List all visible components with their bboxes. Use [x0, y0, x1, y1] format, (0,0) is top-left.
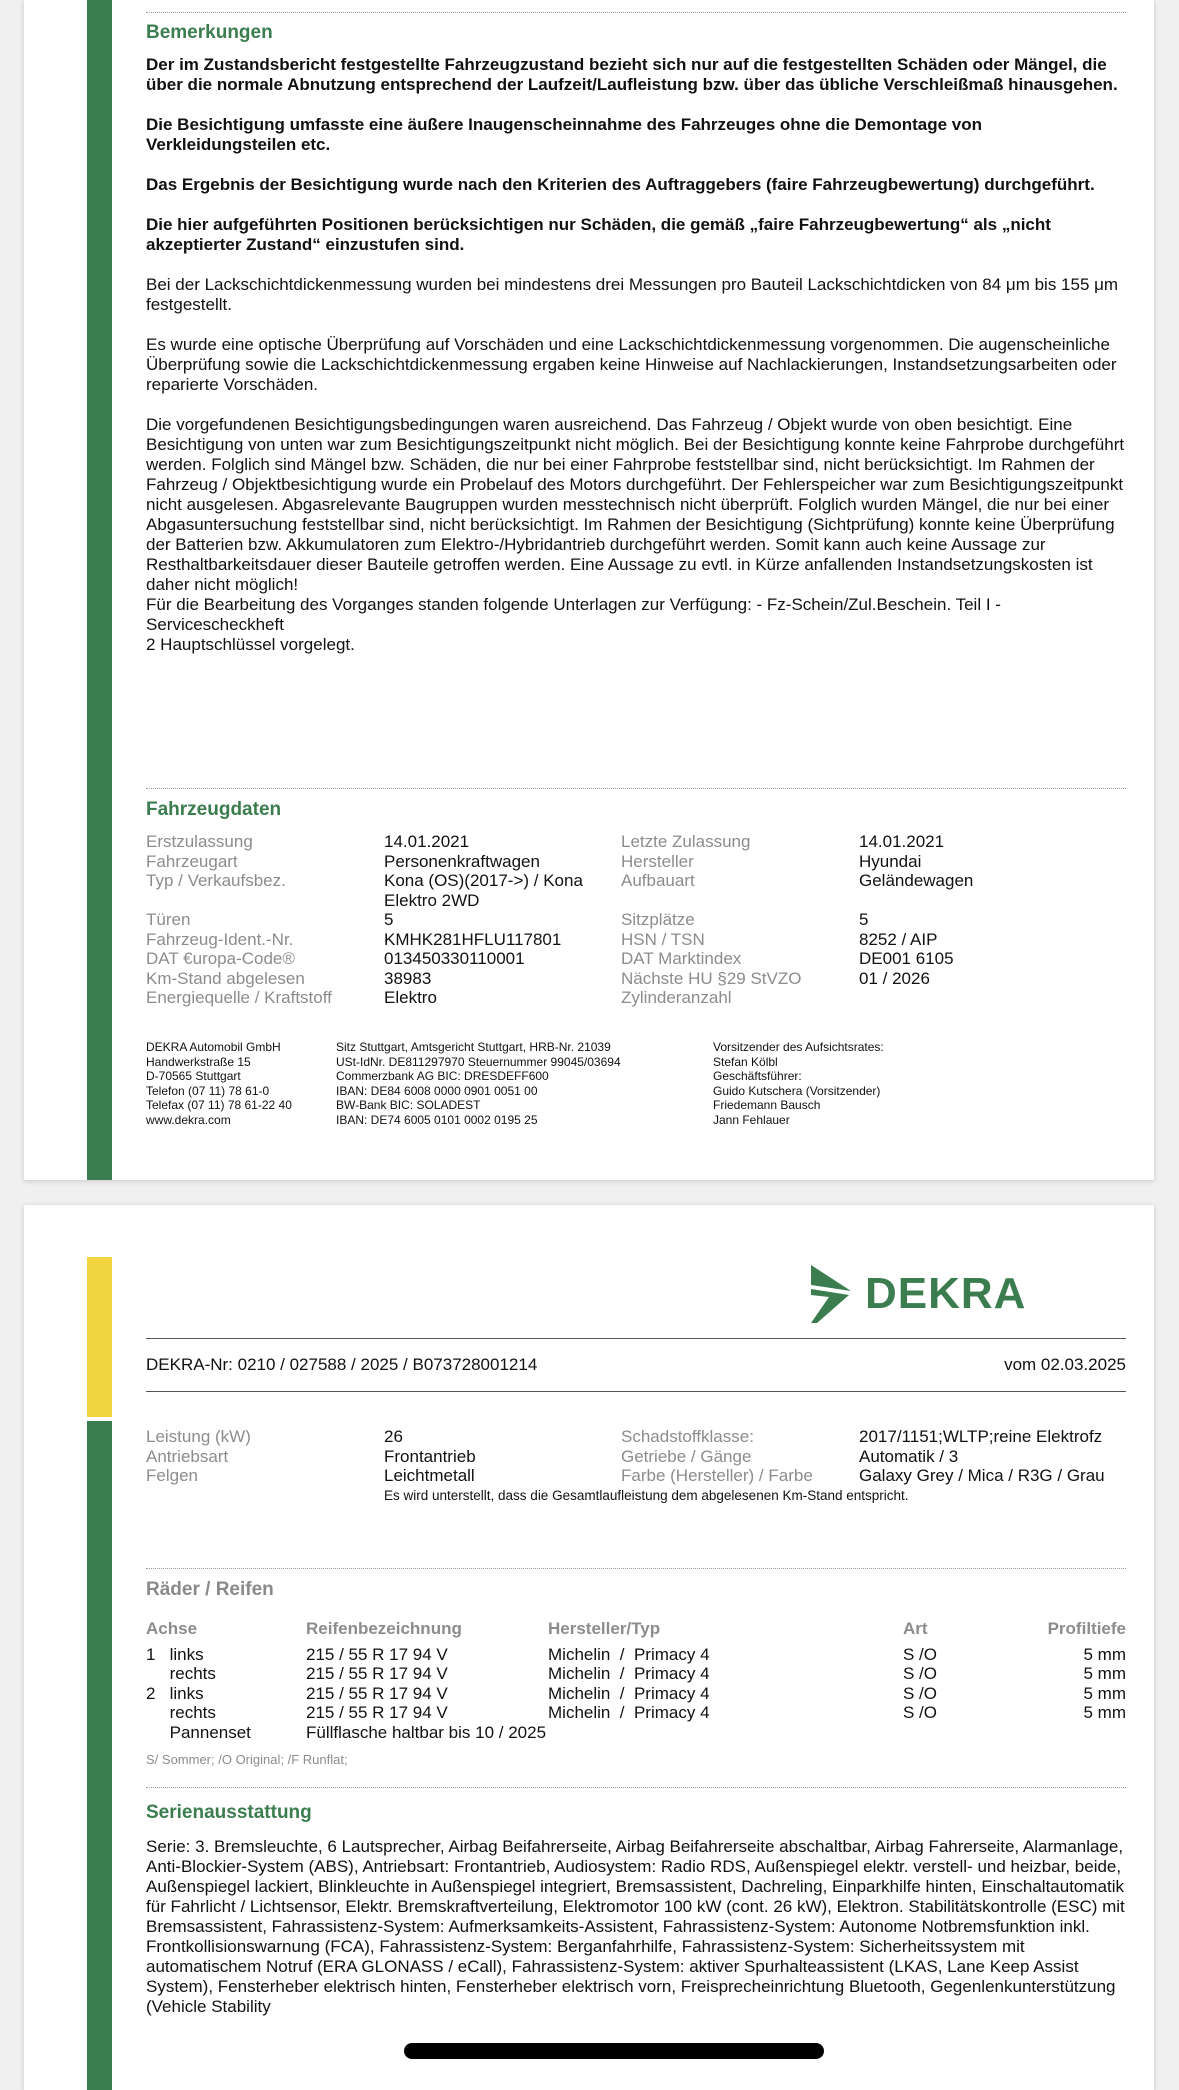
divider: [146, 788, 1126, 789]
field-label: Farbe (Hersteller) / Farbe: [621, 1466, 813, 1485]
footer-line: Vorsitzender des Aufsichtsrates:: [713, 1040, 884, 1054]
footer-line: Jann Fehlauer: [713, 1112, 790, 1127]
field-label: Antriebsart: [146, 1446, 229, 1466]
field-label: Schadstoffklasse:: [621, 1427, 754, 1446]
footer-line: D-70565 Stuttgart: [146, 1069, 241, 1083]
remark-bold-2: Die Besichtigung umfasste eine äußere Inaugenscheinnahme des Fahrzeuges ohne die Demontage von Verkleidungsteilen etc.: [146, 115, 983, 154]
table-cell: 2 links: [146, 1683, 204, 1703]
tires-legend: S/ Sommer; /O Original; /F Runflat;: [146, 1752, 348, 1767]
field-label: Fahrzeug-Ident.-Nr.: [146, 929, 294, 949]
vehicle-data-table: [146, 832, 1126, 1008]
field-value: Leichtmetall: [384, 1466, 475, 1485]
footer-line: Stefan Kölbl: [713, 1054, 778, 1069]
mileage-note: Es wird unterstellt, dass die Gesamtlaufleistung dem abgelesenen Km-Stand entspricht.: [384, 1487, 909, 1503]
field-label: Letzte Zulassung: [621, 832, 751, 851]
remark-inspection-conditions: Die vorgefundenen Besichtigungsbedingungen waren ausreichend. Das Fahrzeug / Objekt wurde von oben besichtigt. Eine Besichtigung von unten war zum Besichtigungszeitpunkt nicht möglich. Bei der Besichtigung konnte keine Fahrprobe durchgeführt werden. Folglich sind Mängel bzw. Schäden, die nur bei einer Fahrprobe feststellbar sind, nicht berücksichtigt. Im Rahmen der Fahrzeug / Objektbesichtigung wurde ein Probelauf des Motors durchgeführt. Der Fehlerspeicher war zum Besichtigungszeitpunkt nicht ausgelesen. Abgasrelevante Baugruppen wurden messtechnisch nicht überprüft. Folglich wurden Mängel, die nur bei einer Abgasuntersuchung feststellbar sind, nicht berücksichtigt. Im Rahmen der Besichtigung (Sichtprüfung) konnte keine Überprüfung der Batterien bzw. Akkumulatoren zum Elektro-/Hybridantrieb durchgeführt werden. Somit kann auch keine Aussage zur Resthaltbarkeitsdauer dieser Bauteile getroffen werden. Eine Aussage zu evtl. in Kürze anfallenden Instandsetzungskosten ist daher nicht möglich!: [146, 415, 1125, 594]
footer-line: USt-IdNr. DE811297970 Steuernummer 99045/03694: [336, 1054, 621, 1069]
footer-line: IBAN: DE74 6005 0101 0002 0195 25: [336, 1112, 538, 1127]
remark-bold-4: Die hier aufgeführten Positionen berücksichtigen nur Schäden, die gemäß „faire Fahrzeugbewertung“ als „nicht akzeptierter Zustand“ einzustufen sind.: [146, 215, 1051, 254]
table-cell: 1 links: [146, 1644, 204, 1664]
footer-line: Commerzbank AG BIC: DRESDEFF600: [336, 1069, 549, 1083]
divider: [146, 1391, 1126, 1392]
field-value: Automatik / 3: [859, 1446, 959, 1466]
table-cell: Michelin / Primacy 4: [548, 1703, 710, 1722]
field-label: DAT Marktindex: [621, 949, 742, 968]
table-cell: rechts: [146, 1664, 216, 1683]
divider: [146, 1787, 1126, 1788]
tires-table: [146, 1619, 1126, 1742]
field-label: Felgen: [146, 1466, 198, 1485]
table-row: [146, 1723, 1126, 1743]
dekra-logo: [809, 1265, 1026, 1323]
table-cell: Pannenset: [146, 1722, 251, 1742]
field-value: 5: [384, 910, 394, 929]
divider: [146, 1568, 1126, 1569]
field-value: 5: [859, 910, 869, 929]
table-cell: 5 mm: [1083, 1703, 1126, 1722]
divider: [146, 12, 1126, 13]
field-value: 14.01.2021: [859, 832, 945, 851]
dekra-logo-text: DEKRA: [865, 1269, 1027, 1318]
footer-line: Telefax (07 11) 78 61-22 40: [146, 1098, 292, 1112]
field-value: DE001 6105: [859, 949, 954, 968]
field-label: Fahrzeugart: [146, 851, 238, 871]
field-label: Typ / Verkaufsbez.: [146, 871, 286, 890]
table-row: [146, 1645, 1126, 1665]
equipment-title: Serienausstattung: [146, 1802, 312, 1823]
field-value: 8252 / AIP: [859, 929, 938, 949]
table-row: [146, 1664, 1126, 1684]
dekra-logo-icon: [809, 1265, 853, 1323]
redaction-mark: [404, 2043, 824, 2059]
tires-section: [146, 1568, 1126, 1767]
footer-line: Handwerkstraße 15: [146, 1054, 251, 1069]
equipment-section: [146, 1787, 1126, 2017]
footer-address: [146, 1040, 336, 1127]
field-label: Leistung (kW): [146, 1427, 251, 1446]
field-label: Erstzulassung: [146, 832, 253, 851]
field-value: Galaxy Grey / Mica / R3G / Grau: [859, 1466, 1105, 1485]
field-label: Km-Stand abgelesen: [146, 968, 305, 988]
field-value: Hyundai: [859, 851, 922, 871]
table-cell: 215 / 55 R 17 94 V: [306, 1683, 448, 1703]
field-label: DAT €uropa-Code®: [146, 949, 295, 968]
footer-line: IBAN: DE84 6008 0000 0901 0051 00: [336, 1083, 538, 1098]
page-side-bar: [87, 0, 112, 1180]
table-cell: 215 / 55 R 17 94 V: [306, 1644, 448, 1664]
table-row: [146, 1703, 1126, 1723]
field-label: Energiequelle / Kraftstoff: [146, 988, 332, 1007]
field-value: 14.01.2021: [384, 832, 470, 851]
vehicle-data-section: [146, 788, 1126, 1008]
field-value: [859, 988, 1126, 1008]
table-cell: S /O: [903, 1683, 938, 1703]
footer-line: Friedemann Bausch: [713, 1098, 821, 1112]
field-value: Geländewagen: [859, 871, 974, 890]
table-cell: S /O: [903, 1664, 938, 1683]
tires-column-header: Hersteller/Typ: [548, 1619, 661, 1638]
report-page-1: [24, 0, 1154, 1180]
table-row: [146, 1684, 1126, 1704]
footer-line: Sitz Stuttgart, Amtsgericht Stuttgart, HRB-Nr. 21039: [336, 1040, 611, 1054]
remark-bold-1: Der im Zustandsbericht festgestellte Fahrzeugzustand bezieht sich nur auf die festgestellten Schäden oder Mängel, die über die normale Abnutzung entsprechend der Laufzeit/Laufleistung bzw. über das übliche Verschleißmaß hinausgehen.: [146, 55, 1118, 94]
field-value: KMHK281HFLU117801: [384, 929, 562, 949]
footer-line: Guido Kutschera (Vorsitzender): [713, 1083, 881, 1098]
tires-header-row: [146, 1619, 1126, 1639]
field-value: 013450330110001: [384, 949, 525, 968]
remark-keys: 2 Hauptschlüssel vorgelegt.: [146, 635, 355, 654]
footer-registration: [336, 1040, 713, 1127]
tires-column-header: Profiltiefe: [1047, 1619, 1126, 1638]
table-cell: 215 / 55 R 17 94 V: [306, 1703, 448, 1722]
table-cell: S /O: [903, 1644, 938, 1664]
vehicle-details-section: [146, 1427, 1126, 1503]
footer-management: [713, 1040, 1113, 1127]
vehicle-details-table: [146, 1427, 1126, 1486]
field-label: Getriebe / Gänge: [621, 1446, 752, 1466]
field-value: 2017/1151;WLTP;reine Elektrofz: [859, 1427, 1103, 1446]
remark-bold-3: Das Ergebnis der Besichtigung wurde nach den Kriterien des Auftraggebers (faire Fahrzeugbewertung) durchgeführt.: [146, 175, 1095, 194]
footer-line: Telefon (07 11) 78 61-0: [146, 1083, 270, 1098]
footer-line: DEKRA Automobil GmbH: [146, 1040, 281, 1054]
tires-column-header: Achse: [146, 1619, 198, 1638]
field-label: Zylinderanzahl: [621, 988, 732, 1007]
field-label: Nächste HU §29 StVZO: [621, 968, 802, 988]
tires-column-header: Reifenbezeichnung: [306, 1619, 462, 1638]
reference-header: [146, 1338, 1126, 1392]
field-value: Elektro: [384, 988, 437, 1007]
field-label: Türen: [146, 910, 191, 929]
field-value: 01 / 2026: [859, 968, 930, 988]
remarks-title: Bemerkungen: [146, 22, 273, 43]
tires-column-header: Art: [903, 1619, 928, 1638]
field-label: Hersteller: [621, 851, 694, 871]
dekra-number: DEKRA-Nr: 0210 / 027588 / 2025 / B073728001214: [146, 1355, 538, 1374]
vehicle-data-title: Fahrzeugdaten: [146, 799, 282, 820]
page-side-bar: [87, 1421, 112, 2090]
table-cell: Michelin / Primacy 4: [548, 1664, 710, 1683]
table-cell: Füllflasche haltbar bis 10 / 2025: [306, 1722, 547, 1742]
divider: [146, 1338, 1126, 1339]
remark-paint-thickness: Bei der Lackschichtdickenmessung wurden bei mindestens drei Messungen pro Bauteil Lackschichtdicken von 84 μm bis 155 μm festgestellt.: [146, 275, 1119, 314]
tires-title: Räder / Reifen: [146, 1579, 274, 1600]
table-cell: 215 / 55 R 17 94 V: [306, 1664, 448, 1683]
field-value: Kona (OS)(2017->) / Kona Elektro 2WD: [384, 871, 583, 910]
remarks-section: [146, 0, 1126, 655]
table-cell: Michelin / Primacy 4: [548, 1683, 710, 1703]
field-label: Sitzplätze: [621, 910, 695, 929]
table-cell: rechts: [146, 1703, 216, 1722]
field-value: Personenkraftwagen: [384, 851, 540, 871]
table-cell: Michelin / Primacy 4: [548, 1644, 710, 1664]
report-page-2: [24, 1205, 1154, 2090]
equipment-text: Serie: 3. Bremsleuchte, 6 Lautsprecher, Airbag Beifahrerseite, Airbag Beifahrerseite abschaltbar, Airbag Fahrerseite, Alarmanlage, Anti-Blockier-System (ABS), Antriebsart: Frontantrieb, Audiosystem: Radio RDS, Außenspiegel elektr. verstell- und heizbar, beide, Außenspiegel lackiert, Blinkleuchte in Außenspiegel integriert, Bremsassistent, Dachreling, Einparkhilfe hinten, Einschaltautomatik für Fahrlicht / Lichtsensor, Elektr. Bremskraftverteilung, Elektromotor 100 kW (cont. 26 kW), Elektron. Stabilitätskontrolle (ESC) mit Bremsassistent, Fahrassistenz-System: Aufmerksamkeits-Assistent, Fahrassistenz-System: Autonome Notbremsfunktion inkl. Frontkollisionswarnung (FCA), Fahrassistenz-System: Berganfahrhilfe, Fahrassistenz-System: Sicherheitssystem mit automatischem Notruf (ERA GLONASS / eCall), Fahrassistenz-System: aktiver Spurhalteassistent (LKAS, Lane Keep Assist System), Fensterheber elektrisch hinten, Fensterheber elektrisch vorn, Freisprecheinrichtung Bluetooth, Gegenlenkunterstützung (Vehicle Stability: [146, 1837, 1125, 2016]
table-cell: 5 mm: [1083, 1664, 1126, 1683]
field-value: Frontantrieb: [384, 1446, 476, 1466]
remark-documents: Für die Bearbeitung des Vorganges standen folgende Unterlagen zur Verfügung: - Fz-Schein/Zul.Beschein. Teil I - Servicescheckheft: [146, 595, 1001, 634]
footer-line: www.dekra.com: [146, 1112, 231, 1127]
footer-line: BW-Bank BIC: SOLADEST: [336, 1098, 481, 1112]
remark-optical-check: Es wurde eine optische Überprüfung auf Vorschäden und eine Lackschichtdickenmessung vorgenommen. Die augenscheinliche Überprüfung sowie die Lackschichtdickenmessung ergaben keine Hinweise auf Nachlackierungen, Instandsetzungsarbeiten oder reparierte Vorschäden.: [146, 335, 1117, 394]
page-side-bar-yellow: [87, 1257, 112, 1417]
field-label: HSN / TSN: [621, 929, 705, 949]
company-footer: [146, 1040, 1126, 1127]
table-cell: 5 mm: [1083, 1644, 1126, 1664]
field-value: 38983: [384, 968, 432, 988]
report-date: vom 02.03.2025: [1004, 1355, 1126, 1374]
table-cell: 5 mm: [1083, 1683, 1126, 1703]
field-label: Aufbauart: [621, 871, 695, 890]
footer-line: Geschäftsführer:: [713, 1069, 802, 1083]
table-cell: S /O: [903, 1703, 938, 1722]
field-value: 26: [384, 1427, 403, 1446]
